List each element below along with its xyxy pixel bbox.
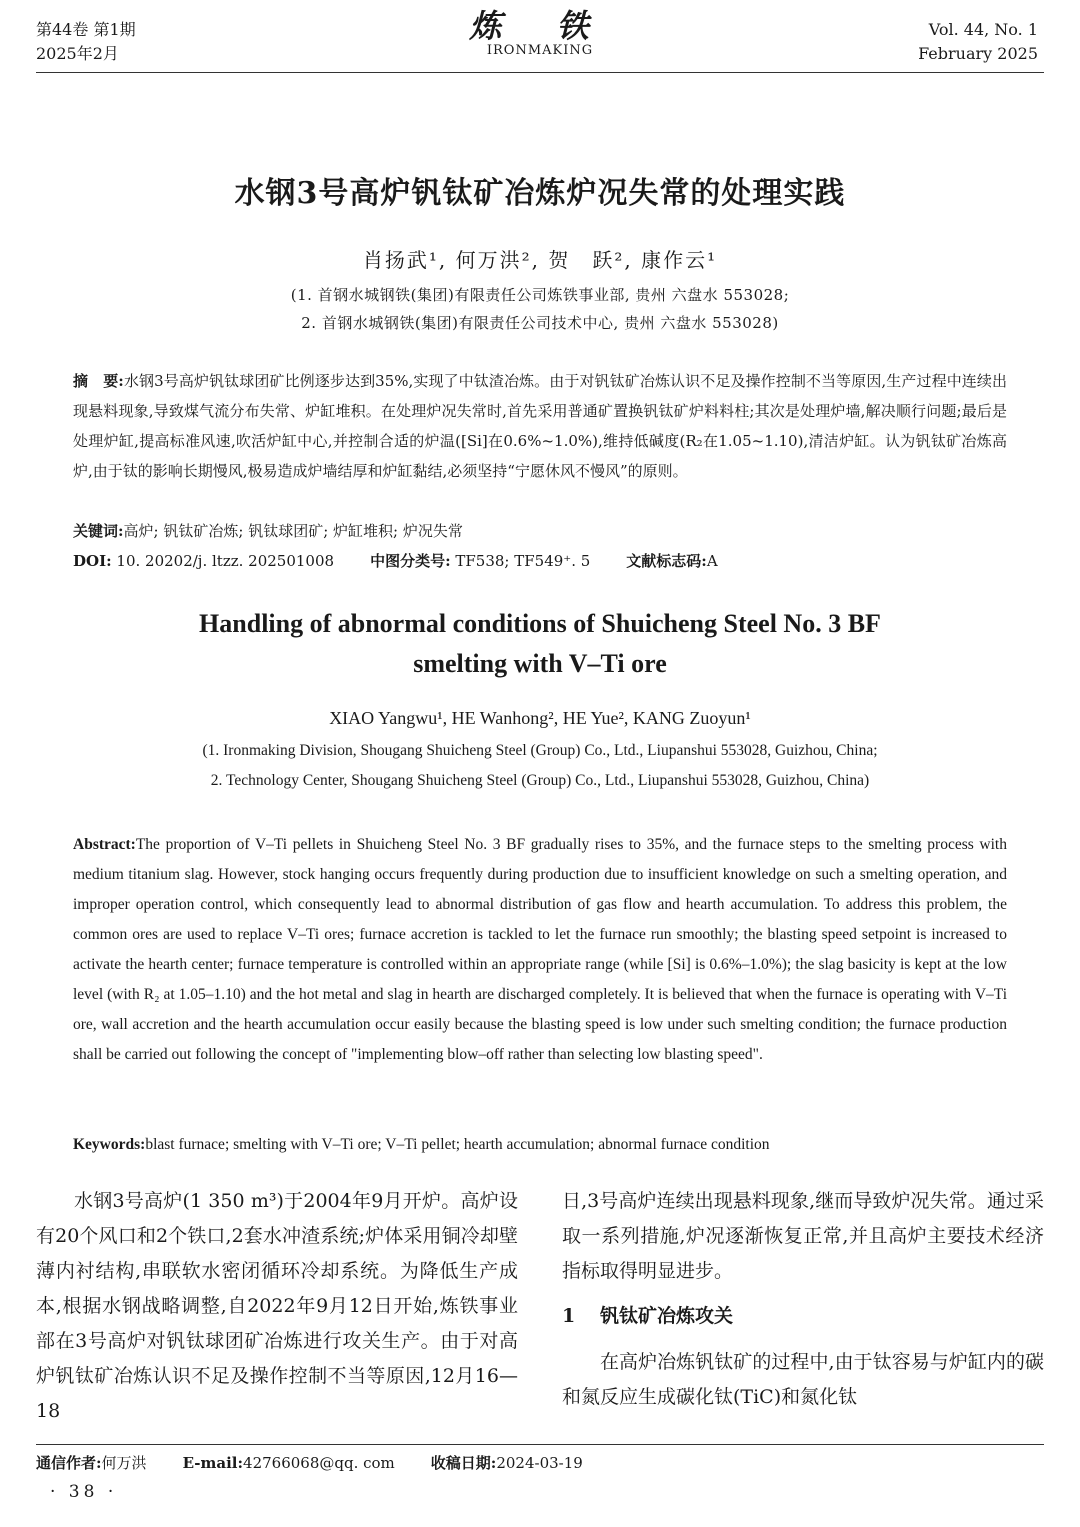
doi-value[interactable]: 10. 20202/j. ltzz. 202501008 — [111, 552, 335, 570]
abstract-en — [73, 830, 1007, 1070]
doc-code-value: A — [706, 552, 718, 570]
keywords-en-text: blast furnace; smelting with V–Ti ore; V–Ti pellet; hearth accumulation; abnormal furnace condition — [145, 1136, 770, 1153]
keywords-en-label: Keywords: — [73, 1136, 146, 1153]
footnote — [36, 1450, 583, 1476]
affiliation-en-2: 2. Technology Center, Shougang Shuicheng Steel (Group) Co., Ltd., Liupanshui 553028, Guizhou, China) — [210, 772, 870, 789]
received-date: 2024-03-19 — [496, 1454, 583, 1472]
journal-name-en: IRONMAKING — [486, 43, 594, 58]
header-divider — [36, 72, 1044, 73]
authors-en: XIAO Yangwu¹, HE Wanhong², HE Yue², KANG Zuoyun¹ — [329, 708, 751, 728]
journal-name-cn: 炼 铁 — [469, 7, 611, 45]
abstract-cn — [73, 366, 1007, 486]
keywords-cn — [73, 516, 1007, 546]
date-en: February 2025 — [918, 44, 1038, 63]
paper-title-cn: 水钢3号高炉钒钛矿冶炼炉况失常的处理实践 — [234, 176, 846, 211]
doi-label: DOI: — [73, 552, 112, 570]
body-paragraph: 水钢3号高炉(1 350 m³)于2004年9月开炉。高炉设有20个风口和2个铁口,2套水冲渣系统;炉体采用铜冷却壁薄内衬结构,串联软水密闭循环冷却系统。为降低生产成本,根据水钢战略调整,自2022年9月12日开始,炼铁事业部在3号高炉对钒钛球团矿冶炼进行攻关生产。由于对高炉钒钛矿冶炼认识不足及操作控制不当等原因,12月16—18 — [36, 1190, 518, 1422]
abstract-cn-label: 摘 要: — [73, 372, 124, 390]
abstract-en-text: The proportion of V–Ti pellets in Shuicheng Steel No. 3 BF gradually rises to 35%, and the furnace steps to the smelting process with medium titanium slag. However, stock hanging occurs frequently during production due to insufficient knowledge on such a smelting operation, and improper operation control, which consequently lead to abnormal distribution of gas flow and hearth accumulation. To address this problem, the common ores are used to replace V–Ti ores; furnace accretion is tackled to let the furnace run smoothly; the blasting speed setpoint is increased to activate the hearth center; furnace temperature is controlled within an appropriate range (while [Si] is 0.6%–1.0%); the slag basicity is kept at the low level (with R₂ at 1.05–1.10) and the hot metal and slag in hearth are discharged completely. It is believed that when the furnace is operating with V–Ti ore, wall accretion and the hearth accumulation occur easily because the blasting speed is low under such smelting condition; the furnace production shall be carried out following the concept of "implementing blow–off rather than selecting low blasting speed". — [73, 836, 1007, 1063]
email-address[interactable]: 42766068@qq. com — [243, 1454, 395, 1472]
abstract-en-label: Abstract: — [73, 836, 136, 853]
corresponding-author: 何万洪 — [101, 1454, 147, 1472]
clc-value: TF538; TF549⁺. 5 — [450, 552, 591, 570]
abstract-cn-text: 水钢3号高炉钒钛球团矿比例逐步达到35%,实现了中钛渣冶炼。由于对钒钛矿冶炼认识不足及操作控制不当等原因,生产过程中连续出现悬料现象,导致煤气流分布失常、炉缸堆积。在处理炉况失常时,首先采用普通矿置换钒钛矿炉料料柱;其次是处理炉墙,解决顺行问题;最后是处理炉缸,提高标准风速,吹活炉缸中心,并控制合适的炉温([Si]在0.6%~1.0%),维持低碱度(R₂在1.05~1.10),清洁炉缸。认为钒钛矿冶炼高炉,由于钛的影响长期慢风,极易造成炉墙结厚和炉缸黏结,必须坚持“宁愿休风不慢风”的原则。 — [73, 372, 1007, 480]
footer-divider — [36, 1444, 1044, 1445]
authors-cn: 肖扬武¹, 何万洪², 贺 跃², 康作云¹ — [362, 248, 718, 272]
received-date-label: 收稿日期: — [430, 1454, 497, 1472]
paper-title-en — [0, 604, 1080, 684]
affiliation-cn-2: 2. 首钢水城钢铁(集团)有限责任公司技术中心, 贵州 六盘水 553028) — [301, 314, 779, 332]
body-right-column — [562, 1184, 1044, 1415]
email-label: E-mail: — [182, 1454, 244, 1472]
keywords-cn-label: 关键词: — [73, 522, 124, 540]
corresponding-author-label: 通信作者: — [36, 1454, 102, 1472]
clc-label: 中图分类号: — [370, 552, 451, 570]
section-title: 钒钛矿冶炼攻关 — [600, 1305, 734, 1327]
affiliation-en-1: (1. Ironmaking Division, Shougang Shuicheng Steel (Group) Co., Ltd., Liupanshui 553028, Guizhou, China; — [202, 742, 878, 759]
body-paragraph: 日,3号高炉连续出现悬料现象,继而导致炉况失常。通过采取一系列措施,炉况逐渐恢复正常,并且高炉主要技术经济指标取得明显进步。 — [562, 1190, 1044, 1282]
volume-issue-en: Vol. 44, No. 1 — [928, 20, 1038, 39]
body-paragraph: 在高炉冶炼钒钛矿的过程中,由于钛容易与炉缸内的碳和氮反应生成碳化钛(TiC)和氮化钛 — [562, 1351, 1044, 1408]
section-number: 1 — [562, 1305, 576, 1327]
paper-title-en-line-1: Handling of abnormal conditions of Shuicheng Steel No. 3 BF — [199, 609, 881, 638]
keywords-cn-text: 高炉; 钒钛矿冶炼; 钒钛球团矿; 炉缸堆积; 炉况失常 — [123, 522, 463, 540]
affiliation-cn-1: (1. 首钢水城钢铁(集团)有限责任公司炼铁事业部, 贵州 六盘水 553028; — [290, 286, 790, 304]
paper-title-en-line-2: smelting with V–Ti ore — [413, 649, 667, 678]
volume-issue-cn: 第44卷 第1期 — [36, 20, 136, 39]
doi-line — [73, 546, 1007, 576]
keywords-en — [73, 1130, 1007, 1160]
section-heading — [562, 1299, 1044, 1334]
body-left-column — [36, 1184, 518, 1429]
date-cn: 2025年2月 — [36, 44, 119, 63]
doc-code-label: 文献标志码: — [626, 552, 707, 570]
journal-issue-en — [918, 18, 1038, 66]
page-number: · 38 · — [50, 1482, 118, 1502]
